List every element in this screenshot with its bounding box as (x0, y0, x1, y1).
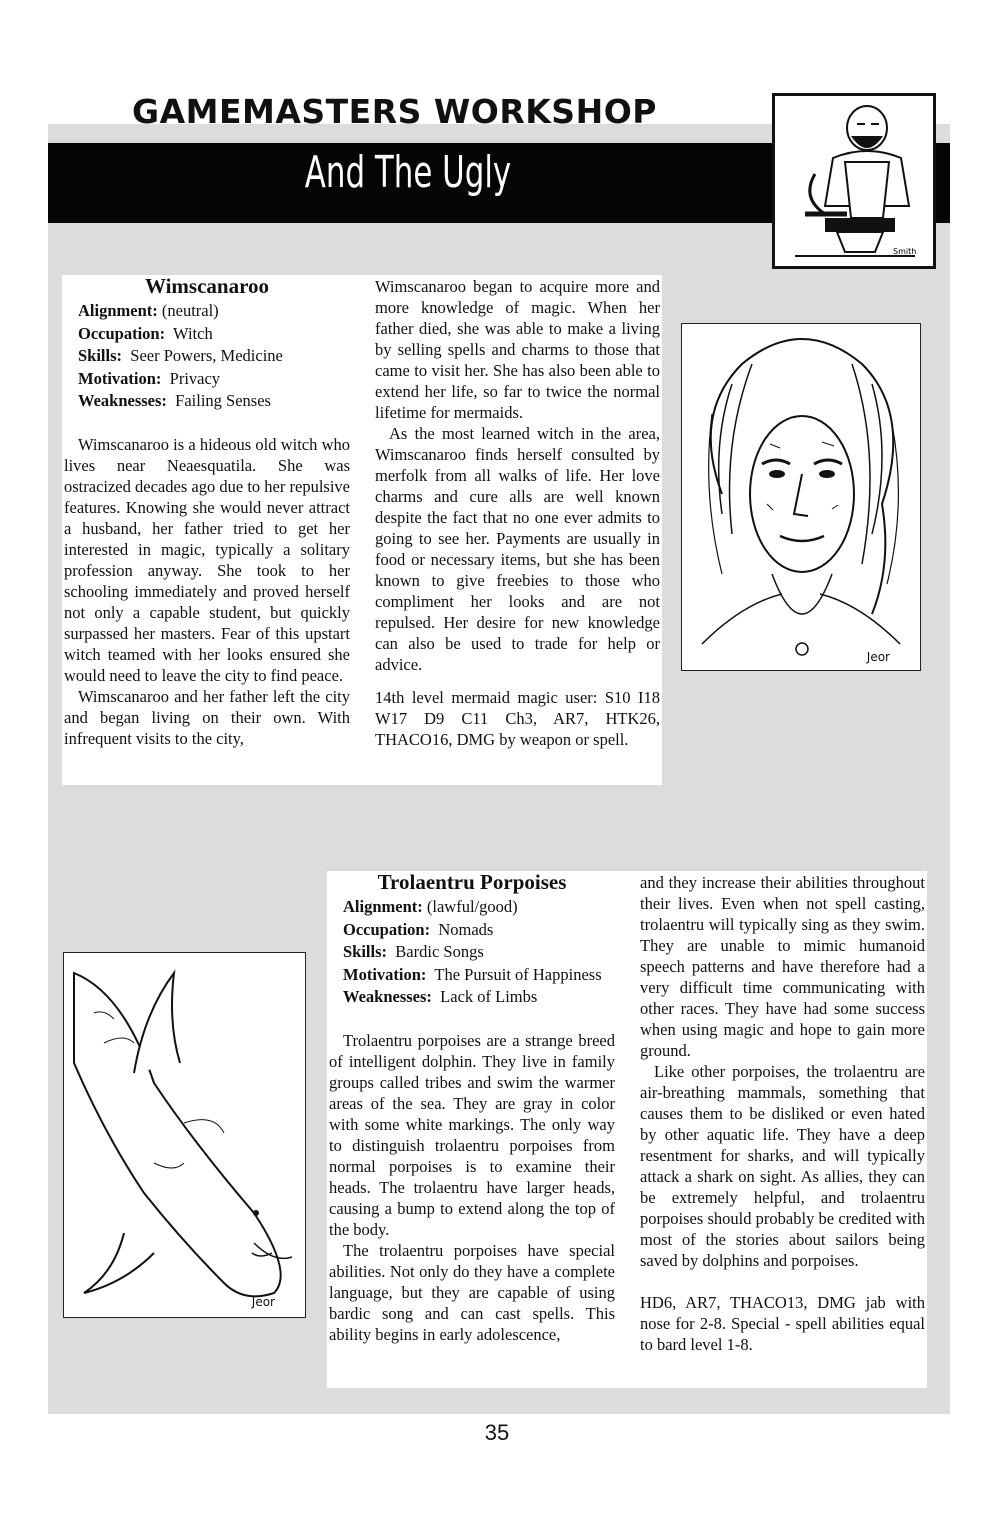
paragraph: The trolaentru porpoises have special abilities. Not only do they have a complete language, but they are capable of using bardic song and can cast spells. This ability begins in early adolescence, (329, 1240, 615, 1344)
page-number: 35 (484, 1420, 510, 1445)
paragraph: Wimscanaroo and her father left the city and began living on their own. With infrequent visits to the city, (64, 686, 350, 748)
paragraph: Wimscanaroo began to acquire more and more knowledge of magic. When her father died, she was able to make a living by selling spells and charms to those that came to visit her. She has also been able to extend her life, so far to twice the normal lifetime for mermaids. (375, 277, 660, 422)
motivation-row (329, 964, 615, 987)
paragraph: Wimscanaroo is a hideous old witch who lives near Neaesquatila. She was ostracized decades ago due to her repulsive features. Knowing she would never attract a husband, her father tried to get her interested in magic, typically a solitary profession anyway. She took to her schooling immediately and proved herself not only a capable student, but quickly surpassed her masters. Fear of this upstart witch teamed with her looks ensured she would need to leave the city to find peace. (64, 434, 350, 685)
weaknesses-row (329, 986, 615, 1009)
trolaentru-column-2 (640, 872, 925, 1355)
motivation-row (64, 368, 350, 391)
witch-signature: Jeor (866, 650, 890, 664)
occupation-value: Nomads (438, 919, 494, 939)
skills-row (329, 941, 615, 964)
alignment-row (64, 300, 350, 323)
occupation-value: Witch (173, 323, 213, 343)
weaknesses-value: Lack of Limbs (440, 987, 538, 1006)
trolaentru-name: Trolaentru Porpoises (377, 870, 567, 894)
trolaentru-column-1 (329, 872, 615, 1345)
stat-block: HD6, AR7, THACO13, DMG jab with nose for 2-8. Special - spell abilities equal to bard level 1-8. (640, 1293, 925, 1354)
dolphin-icon (64, 953, 305, 1317)
alignment-row (329, 896, 615, 919)
weaknesses-row (64, 390, 350, 413)
blacksmith-illustration (772, 93, 936, 269)
page-title: And The Ugly (304, 147, 512, 198)
alignment-label: Alignment: (78, 301, 158, 320)
alignment-label: Alignment: (343, 897, 423, 916)
witch-face-icon (682, 324, 920, 670)
stat-block: 14th level mermaid magic user: S10 I18 W17 D9 C11 Ch3, AR7, HTK26, THACO16, DMG by weapon or spell. (375, 688, 660, 749)
alignment-value: (lawful/good) (426, 897, 518, 916)
paragraph: Trolaentru porpoises are a strange breed of intelligent dolphin. They live in family groups called tribes and swim the warmer areas of the sea. They are gray in color with some white markings. The only way to distinguish trolaentru porpoises from normal porpoises is to examine their heads. The trolaentru have larger heads, causing a bump to extend along the top of the body. (329, 1030, 615, 1239)
alignment-value: (neutral) (161, 301, 219, 320)
skills-label: Skills: (343, 942, 388, 961)
skills-value: Seer Powers, Medicine (130, 346, 283, 365)
weaknesses-label: Weaknesses: (343, 987, 432, 1006)
wimscanaroo-column-1 (64, 276, 350, 749)
wimscanaroo-column-2 (375, 276, 660, 750)
skills-value: Bardic Songs (395, 942, 484, 961)
blacksmith-icon (775, 96, 933, 266)
occupation-label: Occupation: (343, 919, 431, 939)
weaknesses-label: Weaknesses: (78, 391, 167, 410)
motivation-value: Privacy (169, 368, 221, 388)
occupation-label: Occupation: (78, 323, 166, 343)
section-title: GAMEMASTERS WORKSHOP (132, 92, 657, 131)
motivation-label: Motivation: (343, 964, 427, 984)
weaknesses-value: Failing Senses (175, 391, 271, 410)
motivation-value: The Pursuit of Happiness (434, 964, 602, 984)
skills-label: Skills: (78, 346, 123, 365)
motivation-label: Motivation: (78, 368, 162, 388)
paragraph: As the most learned witch in the area, Wimscanaroo finds herself consulted by merfolk from all walks of life. Her love charms and cure alls are well known despite the fact that no one ever admits to going to see her. Payments are usually in food or necessary items, but she has been known to give freebies to those who compliment her looks and are not repulsed. Her desire for new knowledge can also be used to trade for help or advice. (375, 424, 660, 674)
paragraph: Like other porpoises, the trolaentru are air-breathing mammals, something that causes them to be disliked or even hated by other aquatic life. They have a deep resentment for sharks, and will typically attack a shark on sight. As allies, they can be extremely helpful, and trolaentru porpoises should probably be credited with most of the stories about sailors being saved by dolphins and porpoises. (640, 1062, 925, 1270)
svg-text:Smith: Smith (893, 247, 917, 256)
wimscanaroo-name: Wimscanaroo (144, 274, 270, 298)
paragraph: and they increase their abilities throughout their lives. Even when not spell casting, trolaentru will typically sing as they swim. They are unable to mimic humanoid speech patterns and have therefore had a very difficult time communicating with other races. They have had some success when using magic and hope to gain more ground. (640, 873, 925, 1060)
witch-portrait-illustration (681, 323, 921, 671)
occupation-row (64, 323, 350, 346)
occupation-row (329, 919, 615, 942)
dolphin-signature: Jeor (251, 1295, 275, 1309)
skills-row (64, 345, 350, 368)
dolphin-illustration (63, 952, 306, 1318)
